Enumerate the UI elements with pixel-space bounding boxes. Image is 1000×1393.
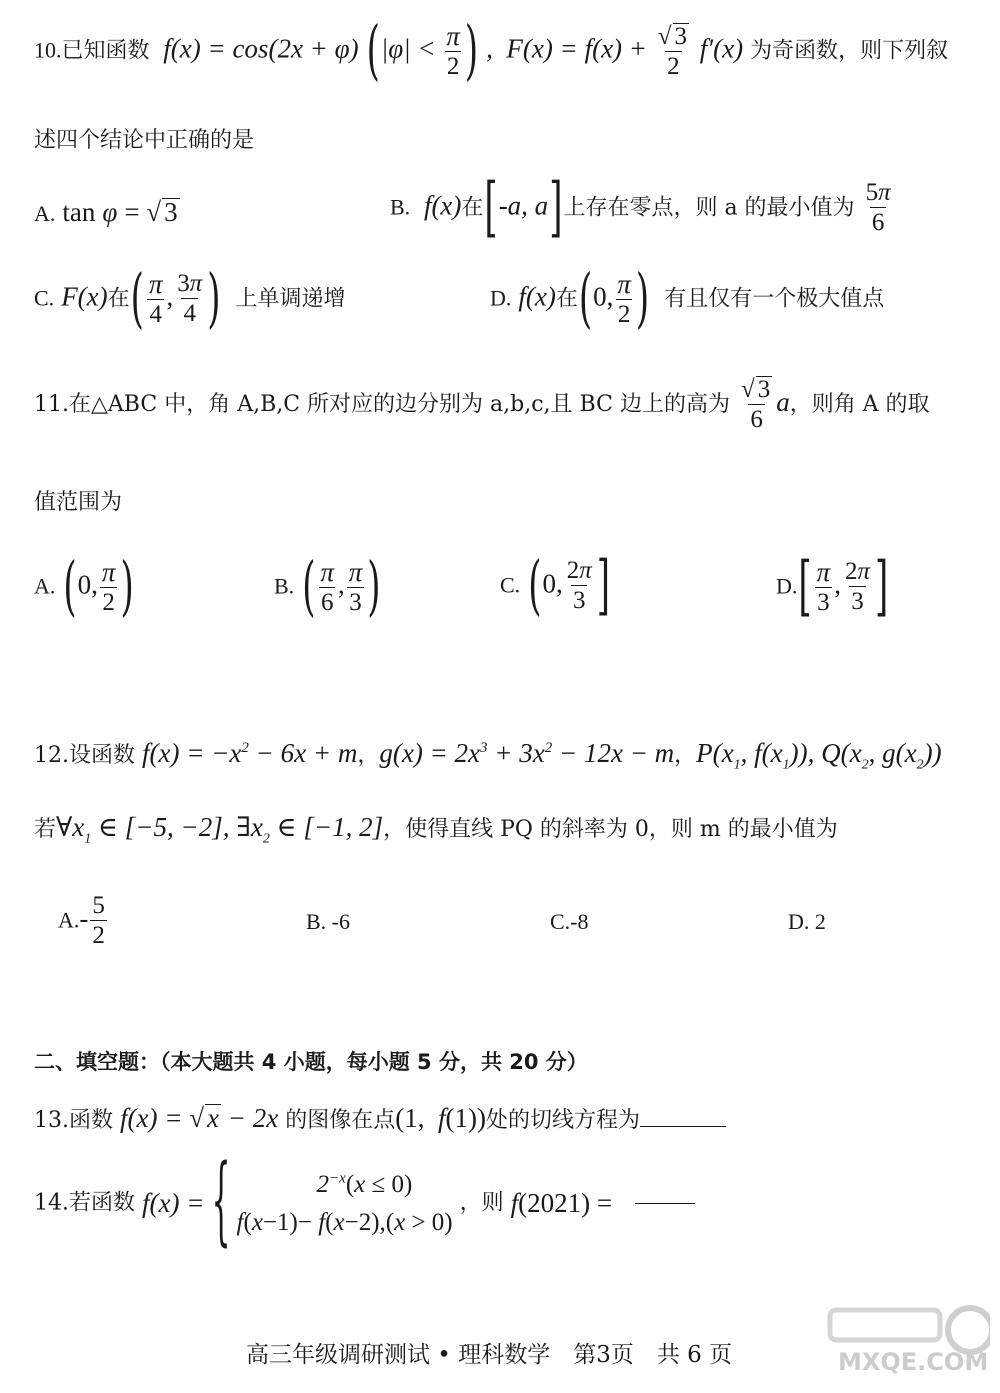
q12-option-b: B. -6 [306,909,350,934]
q10-number: 10.已知函数 [34,37,150,63]
q13-answer-blank[interactable] [640,1126,726,1127]
q10-5pi-over-6: $\frac{5\pi}{6}$ [865,179,891,237]
q13-line: 13.函数 f(x) = √ x − 2x 的图像在点(1, f(1))处的切线方程为 [34,1104,726,1132]
q10-f-definition: f(x) = cos(2x + φ) [156,33,359,64]
q12-option-a: A.- $\frac{5}{2}$ [58,892,105,950]
watermark-logo [820,1300,990,1385]
q12-line1: 12.设函数 $f(x) = -x^2 - 6x + m$，$g(x) = 2x^3 + 3x^2 - 12x - m$，$P(x_1$, $f(x_1)$), $Q(x_2$, $g(x_2)$) [34,738,942,773]
q11-option-a: A. (0, $\frac{\pi}{2}$ ) [34,549,134,626]
q10-condition: |φ| < [380,33,443,64]
q14-line: 14.若函数 f(x) = { $2^{-x}(x \le 0)$ f(x−1)− f(x−2),(x > 0) ，则 f(2021) = [34,1166,695,1241]
q12-option-c: C.-8 [550,909,589,934]
q10-option-a: A. tan φ = √ 3 [34,197,178,227]
page-footer: 高三年级调研测试 • 理科数学 第3页 共 6 页 [246,1342,733,1368]
q11-option-c: C. (0, $\frac{2\pi}{3}$ ] [500,548,610,625]
q10-sqrt3-over-2: $\frac{√ 3}{2}$ [657,22,688,80]
q11-line1: 11.在△ABC 中，角 A,B,C 所对应的边分别为 a,b,c,且 BC 边上的高为 $\frac{√ 3}{6}$ a，则角 A 的取 [34,376,930,434]
q12-option-d: D. 2 [788,909,826,934]
q10-option-d: D. f(x)在(0, $\frac{\pi}{2}$ ) 有且仅有一个极大值点 [490,261,885,338]
q10-line1: 10.已知函数 f(x) = cos(2x + φ) (|φ| < $\frac{\pi}{2}$ ) , F(x) = f(x) + $\frac{√ 3}{2}$ f′(x) 为奇函数，则下列叙 [34,13,949,90]
watermark-svg [820,1300,990,1385]
q10-F-definition: , F(x) = f(x) + [486,33,654,64]
q11-option-d: D.[ $\frac{\pi}{3}$ , $\frac{2\pi}{3}$ ] [776,549,889,626]
q10-pi-over-2: $\frac{\pi}{2}$ [446,21,460,81]
q10-option-c: C. F(x)在( $\frac{\pi}{4}$ , $\frac{3\pi}{4}$ ) 上单调递增 [34,261,346,338]
watermark-text: MXQE.COM [838,1348,989,1376]
q14-piecewise: $2^{-x}(x \le 0)$ f(x−1)− f(x−2),(x > 0) [236,1170,453,1236]
section-fill-in-title: 二、填空题：（本大题共 4 小题，每小题 5 分，共 20 分） [34,1050,588,1074]
q11-option-b: B. ( $\frac{\pi}{6}$ , $\frac{\pi}{3}$ ) [274,549,381,626]
q10-option-b: B. f(x)在[-a, a]上存在零点，则 a 的最小值为 $\frac{5\pi}{6}$ [390,170,891,247]
q10-cond-open-paren: ( [366,13,380,90]
q12-line2: 若$\forall x_1$ ∈ [−5, −2], $\exists x_2$ ∈ [−1, 2]，使得直线 PQ 的斜率为 0，则 m 的最小值为 [34,812,838,847]
q11-line2: 值范围为 [34,490,123,515]
q14-piecewise-brace: { [211,1145,231,1258]
q10-tail-text: 为奇函数，则下列叙 [750,37,949,63]
q10-line2: 述四个结论中正确的是 [34,128,255,153]
q14-answer-blank[interactable] [635,1203,695,1204]
q11-height-fraction: $\frac{√ 3}{6}$ [740,376,771,434]
